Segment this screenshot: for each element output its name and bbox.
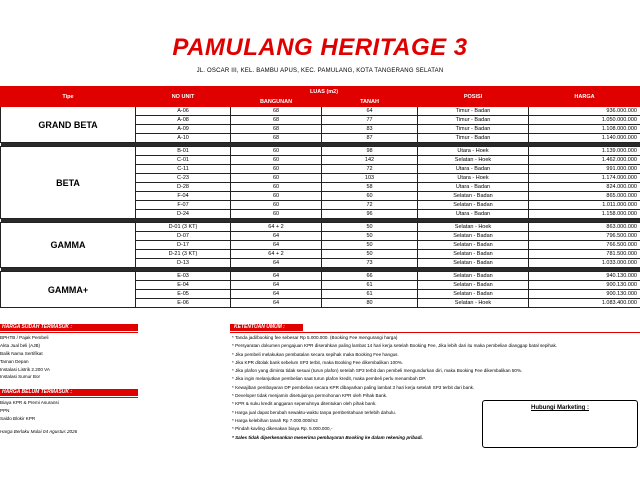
unit-type: GAMMA [1, 223, 136, 268]
included-item: Taman Depan [0, 358, 29, 364]
term-item: * Jika plafon yang diminta tidak sesuai (turun plafon) setelah SP3 terbit dan pembeli mengundurkan diri, maka Booking Fee dikembalikan 50%. [232, 368, 523, 374]
cell-harga: 1.139.000.000 [529, 147, 640, 156]
excluded-item: PPN [0, 407, 10, 413]
cell-unit: D-17 [136, 241, 231, 250]
cell-harga: 940.130.000 [529, 272, 640, 281]
cell-bangunan: 64 [231, 281, 322, 290]
cell-unit: E-06 [136, 299, 231, 308]
cell-harga: 1.011.000.000 [529, 201, 640, 210]
cell-unit: E-04 [136, 281, 231, 290]
cell-tanah: 98 [322, 147, 418, 156]
term-item: * KPR & suku kredit anggaran sepenuhnya ditentukan oleh pihak bank. [232, 401, 377, 407]
page-title: PAMULANG HERITAGE 3 [172, 34, 468, 61]
header-harga: HARGA [529, 87, 640, 107]
cell-unit: A-08 [136, 116, 231, 125]
cell-posisi: Selatan - Hoek [418, 223, 529, 232]
cell-tanah: 66 [322, 272, 418, 281]
included-item: Akta Jual beli (AJB) [0, 342, 41, 348]
cell-posisi: Selatan - Badan [418, 201, 529, 210]
term-item: * Developer tidak menjamin disetujuinya permohonan KPR oleh Pihak Bank. [232, 393, 388, 399]
cell-unit: D-07 [136, 232, 231, 241]
divider [0, 332, 138, 333]
term-item: * Harga jual dapat berubah sewaktu-waktu tanpa pemberitahuan terlebih dahulu. [232, 409, 396, 415]
term-item: * Jika KPR ditolak bank sebelum SP3 terbit, maka Booking Fee dikembalikan 100%. [232, 359, 404, 365]
cell-bangunan: 64 + 2 [231, 250, 322, 259]
cell-bangunan: 68 [231, 116, 322, 125]
cell-harga: 900.130.000 [529, 281, 640, 290]
cell-bangunan: 60 [231, 210, 322, 219]
cell-posisi: Selatan - Badan [418, 232, 529, 241]
table-row [1, 223, 640, 232]
cell-harga: 796.500.000 [529, 232, 640, 241]
unit-type: GAMMA+ [1, 272, 136, 308]
cell-posisi: Utara - Badan [418, 183, 529, 192]
cell-harga: 991.000.000 [529, 165, 640, 174]
cell-unit: E-03 [136, 272, 231, 281]
cell-bangunan: 60 [231, 165, 322, 174]
unit-type: BETA [1, 147, 136, 219]
cell-bangunan: 60 [231, 183, 322, 192]
cell-tanah: 50 [322, 250, 418, 259]
cell-harga: 1.033.000.000 [529, 259, 640, 268]
cell-harga: 1.174.000.000 [529, 174, 640, 183]
header-tanah: TANAH [322, 97, 418, 107]
header-luas: LUAS (m2) [231, 87, 418, 97]
term-item: * Kewajiban pembayaran DP pembelian secara KPR dibayarkan paling lambat 3 hari kerja setelah SP3 terbit dari bank. [232, 384, 475, 390]
unit-type: GRAND BETA [1, 107, 136, 143]
term-item: * Pindah kavling dikenakan biaya Rp. 5.000.000,- [232, 426, 333, 432]
cell-posisi: Selatan - Badan [418, 192, 529, 201]
cell-posisi: Utara - Hoek [418, 147, 529, 156]
header-posisi: POSISI [418, 87, 529, 107]
cell-bangunan: 64 [231, 259, 322, 268]
cell-unit: B-01 [136, 147, 231, 156]
contact-label: Hubungi Marketing : [531, 405, 589, 411]
cell-harga: 863.000.000 [529, 223, 640, 232]
cell-bangunan: 64 [231, 272, 322, 281]
cell-bangunan: 64 [231, 290, 322, 299]
cell-unit: D-24 [136, 210, 231, 219]
excluded-item: Saldo Blokir KPR [0, 415, 36, 421]
cell-bangunan: 60 [231, 156, 322, 165]
cell-bangunan: 64 + 2 [231, 223, 322, 232]
cell-tanah: 103 [322, 174, 418, 183]
cell-posisi: Timur - Badan [418, 116, 529, 125]
cell-posisi: Timur - Badan [418, 107, 529, 116]
header-tipe: Tipe [1, 87, 136, 107]
cell-tanah: 60 [322, 192, 418, 201]
cell-tanah: 64 [322, 107, 418, 116]
table-row [1, 107, 640, 116]
cell-unit: D-21 (3 KT) [136, 250, 231, 259]
cell-bangunan: 68 [231, 134, 322, 143]
included-item: Instalasi Sumur Bor [0, 374, 41, 380]
cell-bangunan: 60 [231, 201, 322, 210]
term-item: * Sales tidak diperkenankan menerima pembayaran Booking ke dalam rekening pribadi. [232, 434, 423, 440]
cell-harga: 900.130.000 [529, 290, 640, 299]
cell-posisi: Selatan - Badan [418, 250, 529, 259]
included-item: BPHTB / Pajak Pembeli [0, 335, 49, 340]
cell-harga: 1.083.400.000 [529, 299, 640, 308]
cell-posisi: Selatan - Badan [418, 281, 529, 290]
table-row [1, 272, 640, 281]
cell-tanah: 50 [322, 241, 418, 250]
cell-unit: A-10 [136, 134, 231, 143]
term-item: * Persyaratan dokumen pengajuan KPR diserahkan paling lambat 14 hari kerja setelah Booking Fee, Jika lebih dari itu maka pembelian dianggap batal sepihak. [232, 343, 558, 349]
cell-tanah: 58 [322, 183, 418, 192]
cell-tanah: 72 [322, 201, 418, 210]
cell-bangunan: 64 [231, 299, 322, 308]
price-table-body [1, 107, 640, 308]
cell-unit: D-13 [136, 259, 231, 268]
divider [0, 397, 138, 398]
cell-tanah: 61 [322, 290, 418, 299]
table-row [1, 147, 640, 156]
cell-tanah: 80 [322, 299, 418, 308]
cell-harga: 1.158.000.000 [529, 210, 640, 219]
cell-posisi: Selatan - Badan [418, 272, 529, 281]
price-table [0, 86, 640, 308]
cell-harga: 824.000.000 [529, 183, 640, 192]
cell-bangunan: 60 [231, 174, 322, 183]
cell-unit: C-11 [136, 165, 231, 174]
divider [230, 332, 640, 333]
address: JL. OSCAR III, KEL. BAMBU APUS, KEC. PAMULANG, KOTA TANGERANG SELATAN [196, 68, 444, 74]
cell-harga: 1.462.000.000 [529, 156, 640, 165]
cell-posisi: Selatan - Badan [418, 241, 529, 250]
included-item: Balik Nama Sertifikat [0, 350, 43, 356]
included-title: HARGA SUDAH TERMASUK : [0, 324, 138, 331]
excluded-item: Biaya KPR & Premi Asuransi [0, 400, 59, 405]
included-item: Instalasi Listrik 2.200 VA [0, 366, 50, 372]
term-item: * Jika ingin melanjutkan pembelian saat turun plafon kredit, maka pembeli perlu menambah DP. [232, 376, 426, 382]
cell-harga: 865.000.000 [529, 192, 640, 201]
cell-posisi: Utara - Badan [418, 210, 529, 219]
cell-unit: A-09 [136, 125, 231, 134]
cell-unit: C-23 [136, 174, 231, 183]
cell-bangunan: 68 [231, 125, 322, 134]
cell-posisi: Timur - Badan [418, 134, 529, 143]
cell-tanah: 61 [322, 281, 418, 290]
cell-unit: A-06 [136, 107, 231, 116]
term-item: * Jika pembeli melakukan pembatalan secara sepihak maka Booking Fee hangus. [232, 351, 399, 357]
cell-unit: F-07 [136, 201, 231, 210]
cell-harga: 936.000.000 [529, 107, 640, 116]
cell-harga: 766.500.000 [529, 241, 640, 250]
cell-posisi: Selatan - Hoek [418, 156, 529, 165]
cell-posisi: Selatan - Badan [418, 259, 529, 268]
cell-tanah: 50 [322, 232, 418, 241]
excluded-panel [0, 389, 138, 423]
contact-box [482, 400, 638, 448]
terms-title: KETENTUAN UMUM : [230, 324, 303, 331]
cell-tanah: 83 [322, 125, 418, 134]
cell-unit: F-04 [136, 192, 231, 201]
cell-bangunan: 68 [231, 107, 322, 116]
term-item: * Tanda jadi/booking fee sebesar Rp 5.000.000. (Booking Fee mengurangi harga) [232, 335, 398, 340]
header-bangunan: BANGUNAN [231, 97, 322, 107]
cell-bangunan: 60 [231, 147, 322, 156]
cell-tanah: 72 [322, 165, 418, 174]
cell-posisi: Utara - Hoek [418, 174, 529, 183]
cell-harga: 1.108.000.000 [529, 125, 640, 134]
cell-tanah: 87 [322, 134, 418, 143]
cell-tanah: 73 [322, 259, 418, 268]
validity-note: Harga Berlaku Mulai 04 Agustus 2026 [0, 429, 78, 434]
cell-harga: 781.500.000 [529, 250, 640, 259]
cell-tanah: 96 [322, 210, 418, 219]
cell-bangunan: 64 [231, 232, 322, 241]
cell-harga: 1.050.000.000 [529, 116, 640, 125]
cell-posisi: Utara - Badan [418, 165, 529, 174]
cell-unit: C-01 [136, 156, 231, 165]
cell-tanah: 50 [322, 223, 418, 232]
cell-unit: D-28 [136, 183, 231, 192]
cell-tanah: 77 [322, 116, 418, 125]
cell-unit: E-05 [136, 290, 231, 299]
cell-bangunan: 64 [231, 241, 322, 250]
cell-posisi: Selatan - Hoek [418, 299, 529, 308]
cell-posisi: Selatan - Badan [418, 290, 529, 299]
cell-harga: 1.140.000.000 [529, 134, 640, 143]
term-item: * Harga kelebihan tanah Rp 7.000.000/m2 [232, 417, 318, 423]
cell-posisi: Timur - Badan [418, 125, 529, 134]
excluded-title: HARGA BELUM TERMASUK : [0, 389, 138, 396]
cell-bangunan: 60 [231, 192, 322, 201]
header-no-unit: NO UNIT [136, 87, 231, 107]
cell-tanah: 142 [322, 156, 418, 165]
cell-unit: D-01 (3 KT) [136, 223, 231, 232]
